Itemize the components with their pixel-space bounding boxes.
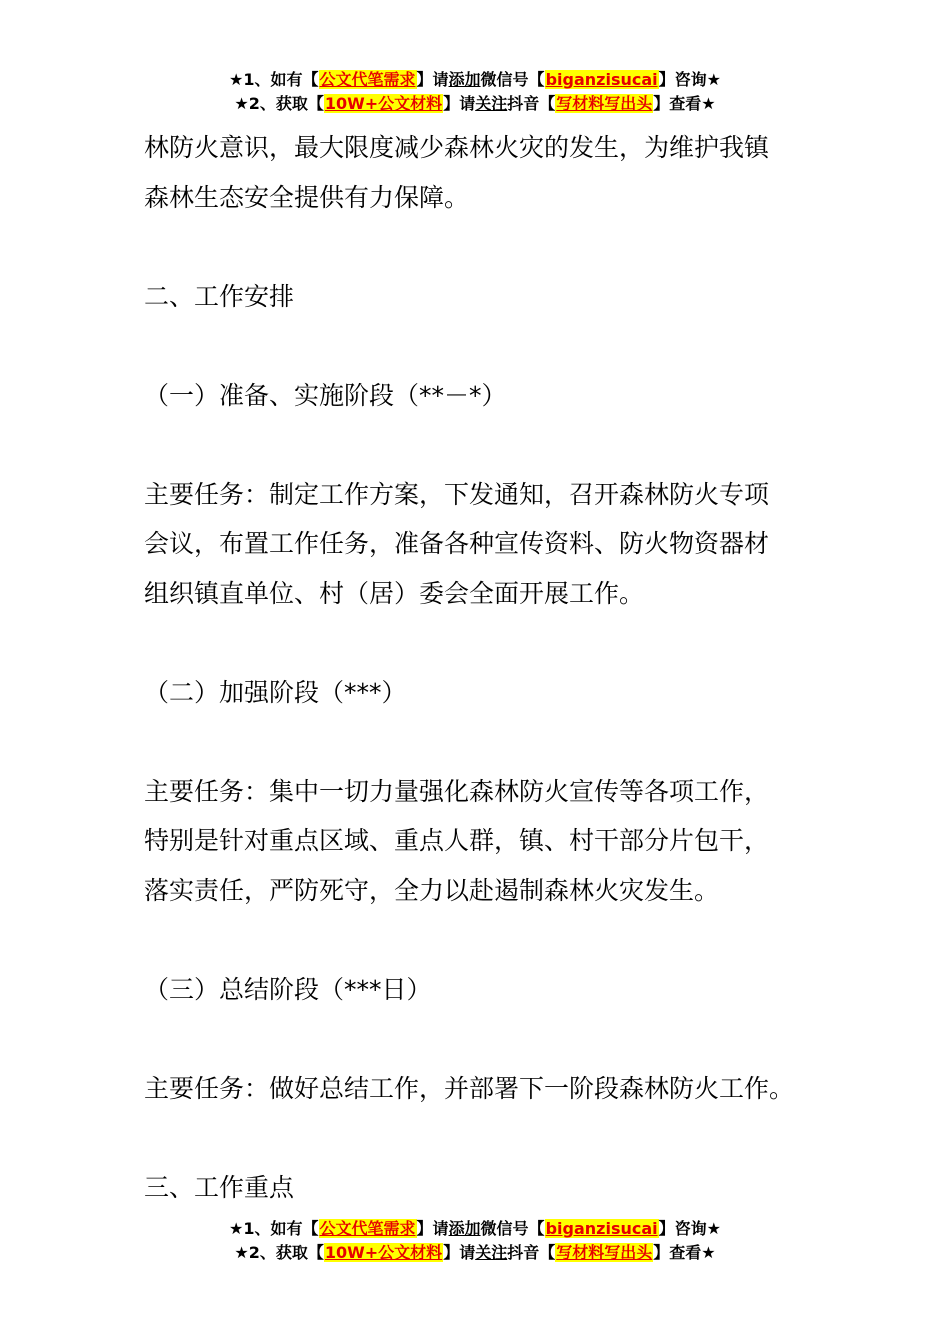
banner-text: 】请 [443, 94, 476, 113]
paragraph-line: 特别是针对重点区域、重点人群，镇、村干部分片包干， [144, 826, 770, 855]
banner-text: 】请 [416, 1219, 449, 1238]
bottom-banner [0, 1217, 950, 1265]
banner-text: ★2、获取【 [234, 94, 324, 113]
subsection-heading: （三）总结阶段（***日） [144, 974, 432, 1004]
banner-line-1 [0, 68, 950, 92]
paragraph-line: 主要任务：做好总结工作，并部署下一阶段森林防火工作。 [144, 1073, 795, 1103]
banner-text: 】请 [416, 70, 449, 89]
banner-underlined: 关注 [475, 94, 508, 113]
paragraph-line: 主要任务：集中一切力量强化森林防火宣传等各项工作， [144, 776, 770, 806]
highlight-materials: 10W+公文材料 [324, 94, 443, 113]
subsection-heading: （一）准备、实施阶段（**－*） [144, 380, 507, 410]
highlight-materials: 10W+公文材料 [324, 1243, 443, 1262]
paragraph-line: 森林生态安全提供有力保障。 [144, 182, 470, 212]
highlight-douyin-account: 写材料写出头 [556, 94, 653, 113]
subsection-heading: （二）加强阶段（***） [144, 677, 407, 707]
paragraph-line: 主要任务：制定工作方案，下发通知，召开森林防火专项 [144, 479, 770, 509]
banner-text: 】咨询★ [658, 1219, 721, 1238]
banner-line-2 [0, 92, 950, 116]
banner-text: 】咨询★ [658, 70, 721, 89]
banner-text: 微信号【 [480, 70, 545, 89]
highlight-service: 公文代笔需求 [319, 1219, 416, 1238]
paragraph-line: 林防火意识，最大限度减少森林火灾的发生，为维护我镇 [144, 133, 770, 162]
banner-text: ★1、如有【 [229, 1219, 319, 1238]
paragraph-line: 会议，布置工作任务，准备各种宣传资料、防火物资器材 [144, 529, 770, 558]
banner-text: 】查看★ [653, 1243, 716, 1262]
banner-underlined: 关注 [475, 1243, 508, 1262]
paragraph-line: 组织镇直单位、村（居）委会全面开展工作。 [144, 578, 645, 608]
highlight-douyin-account: 写材料写出头 [556, 1243, 653, 1262]
paragraph-line: 落实责任，严防死守，全力以赴遏制森林火灾发生。 [144, 875, 720, 905]
highlight-service: 公文代笔需求 [319, 70, 416, 89]
banner-text: 】查看★ [653, 94, 716, 113]
document-body [144, 123, 824, 1212]
banner-text: 抖音【 [507, 94, 556, 113]
banner-underlined: 添加 [448, 1219, 481, 1238]
banner-text: ★1、如有【 [229, 70, 319, 89]
banner-text: 微信号【 [480, 1219, 545, 1238]
top-banner [0, 68, 950, 116]
banner-text: 抖音【 [507, 1243, 556, 1262]
section-heading: 二、工作安排 [144, 281, 295, 311]
section-heading: 三、工作重点 [144, 1172, 295, 1202]
banner-line-2 [0, 1241, 950, 1265]
banner-text: ★2、获取【 [234, 1243, 324, 1262]
banner-line-1 [0, 1217, 950, 1241]
highlight-wechat-id: biganzisucai [545, 70, 658, 89]
highlight-wechat-id: biganzisucai [545, 1219, 658, 1238]
banner-underlined: 添加 [448, 70, 481, 89]
banner-text: 】请 [443, 1243, 476, 1262]
